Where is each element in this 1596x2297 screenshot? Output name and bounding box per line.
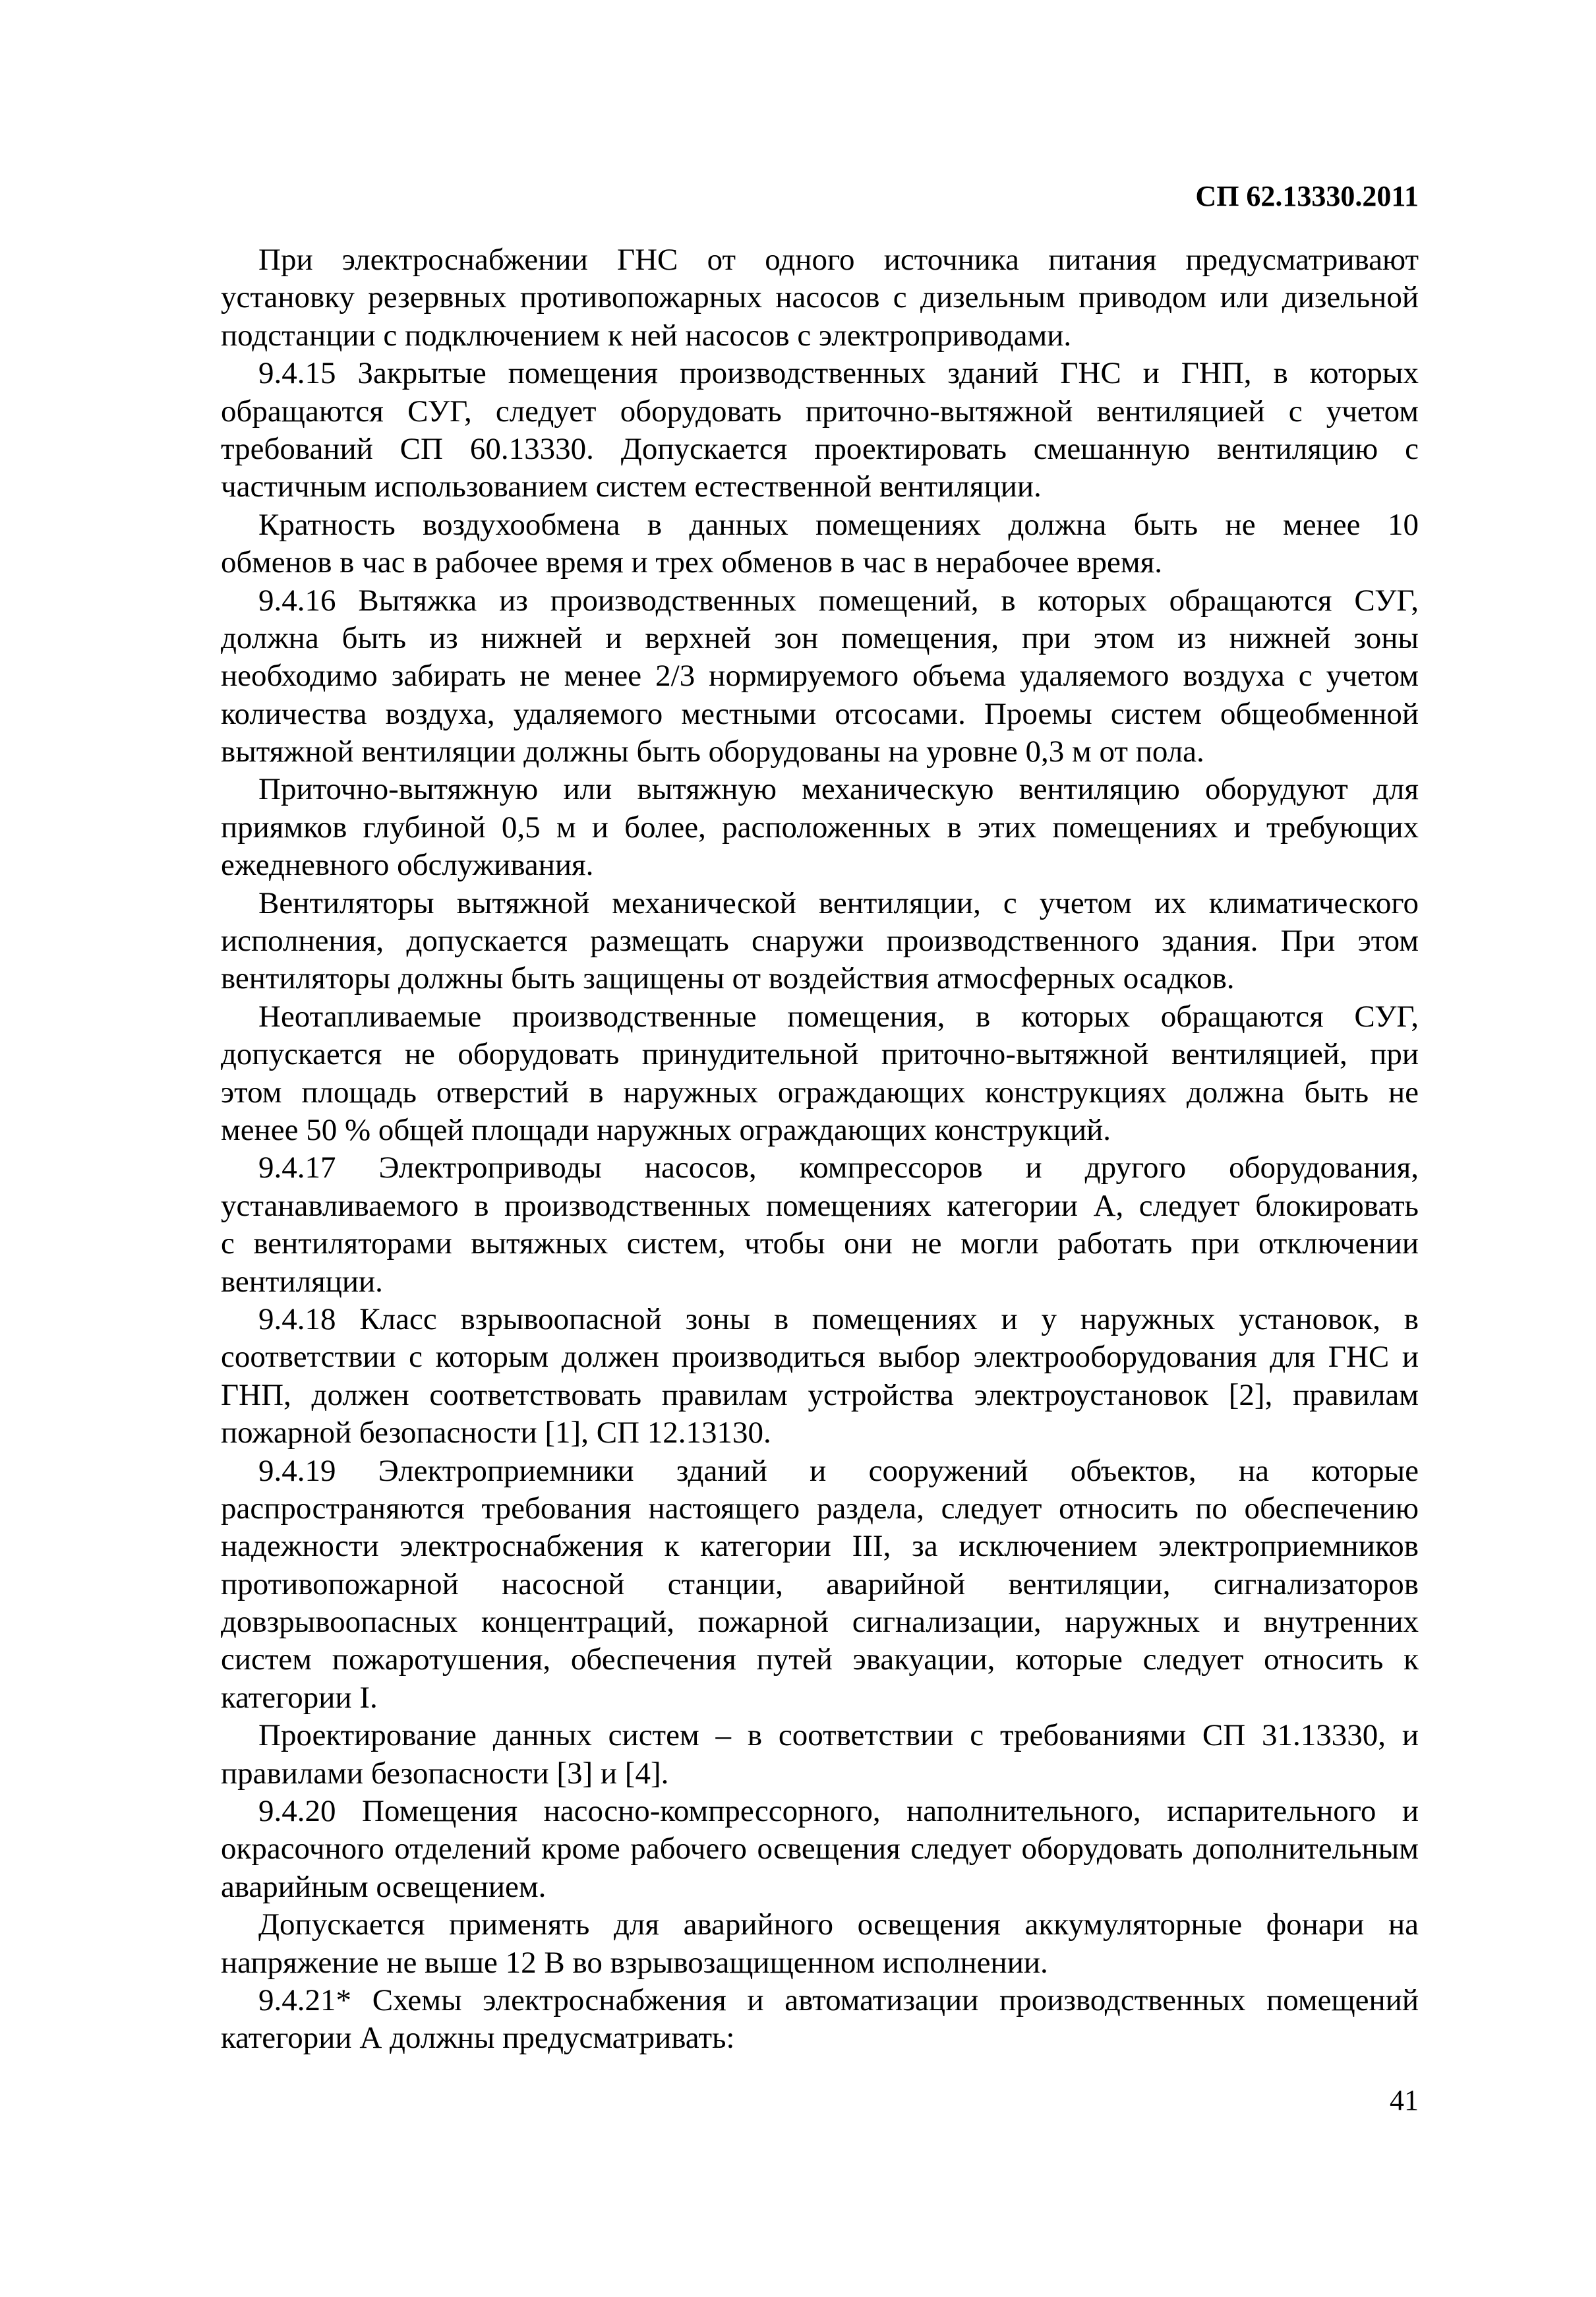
paragraph: [221, 771, 1419, 884]
text-line: обращаются СУГ, следует оборудовать приточно-вытяжной вентиляцией с учетом: [221, 394, 1419, 429]
document-body: [221, 241, 1419, 2058]
text-line: окрасочного отделений кроме рабочего освещения следует оборудовать дополнительным: [221, 1832, 1419, 1866]
text-line: 9.4.19 Электроприемники зданий и сооружений объектов, на которые: [258, 1453, 1419, 1488]
text-line: приямков глубиной 0,5 м и более, расположенных в этих помещениях и требующих: [221, 810, 1419, 845]
paragraph: [221, 506, 1419, 582]
text-line: категории I.: [221, 1680, 378, 1715]
text-line: допускается не оборудовать принудительной приточно-вытяжной вентиляцией, при: [221, 1037, 1419, 1072]
text-line: Кратность воздухообмена в данных помещениях должна быть не менее 10: [258, 507, 1419, 542]
text-line: обменов в час в рабочее время и трех обменов в час в нерабочее время.: [221, 545, 1162, 580]
text-line: правилами безопасности [3] и [4].: [221, 1756, 669, 1791]
text-line: категории А должны предусматривать:: [221, 2021, 735, 2056]
text-line: систем пожаротушения, обеспечения путей эвакуации, которые следует относить к: [221, 1642, 1419, 1677]
text-line: Неотапливаемые производственные помещения, в которых обращаются СУГ,: [258, 999, 1419, 1034]
text-line: напряжение не выше 12 В во взрывозащищенном исполнении.: [221, 1945, 1048, 1980]
paragraph: [221, 1906, 1419, 1982]
text-line: пожарной безопасности [1], СП 12.13130.: [221, 1416, 771, 1450]
text-line: При электроснабжении ГНС от одного источника питания предусматривают: [258, 243, 1419, 277]
text-line: вентиляторы должны быть защищены от воздействия атмосферных осадков.: [221, 961, 1235, 996]
text-line: вытяжной вентиляции должны быть оборудованы на уровне 0,3 м от пола.: [221, 734, 1204, 769]
text-line: необходимо забирать не менее 2/3 нормируемого объема удаляемого воздуха с учетом: [221, 659, 1419, 694]
text-line: 9.4.20 Помещения насосно-компрессорного, наполнительного, испарительного и: [258, 1794, 1419, 1829]
paragraph: [221, 582, 1419, 771]
text-line: соответствии с которым должен производиться выбор электрооборудования для ГНС и: [221, 1340, 1419, 1375]
text-line: надежности электроснабжения к категории III, за исключением электроприемников: [221, 1529, 1419, 1564]
paragraph: [221, 885, 1419, 998]
text-line: Проектирование данных систем – в соответствии с требованиями СП 31.13330, и: [258, 1718, 1419, 1753]
text-line: Допускается применять для аварийного освещения аккумуляторные фонари на: [258, 1907, 1419, 1942]
document-code-header: СП 62.13330.2011: [1195, 180, 1419, 212]
text-line: установку резервных противопожарных насосов с дизельным приводом или дизельной: [221, 280, 1419, 315]
text-line: Приточно-вытяжную или вытяжную механическую вентиляцию оборудуют для: [258, 772, 1419, 807]
text-line: аварийным освещением.: [221, 1869, 547, 1904]
text-line: ежедневного обслуживания.: [221, 848, 594, 883]
page-number: 41: [1390, 2084, 1419, 2116]
text-line: 9.4.15 Закрытые помещения производственных зданий ГНС и ГНП, в которых: [258, 356, 1419, 391]
paragraph: [221, 1301, 1419, 1452]
text-line: с вентиляторами вытяжных систем, чтобы они не могли работать при отключении: [221, 1226, 1419, 1261]
text-line: количества воздуха, удаляемого местными отсосами. Проемы систем общеобменной: [221, 696, 1419, 731]
text-line: вентиляции.: [221, 1264, 383, 1299]
text-line: 9.4.17 Электроприводы насосов, компрессоров и другого оборудования,: [258, 1150, 1419, 1185]
text-line: частичным использованием систем естественной вентиляции.: [221, 469, 1042, 504]
text-line: 9.4.21* Схемы электроснабжения и автоматизации производственных помещений: [258, 1983, 1419, 2017]
paragraph: [221, 1149, 1419, 1301]
text-line: исполнения, допускается размещать снаружи производственного здания. При этом: [221, 924, 1419, 959]
paragraph: [221, 998, 1419, 1150]
text-line: Вентиляторы вытяжной механической вентиляции, с учетом их климатического: [258, 885, 1419, 920]
paragraph: [221, 1452, 1419, 1717]
text-line: менее 50 % общей площади наружных ограждающих конструкций.: [221, 1112, 1111, 1147]
text-line: распространяются требования настоящего раздела, следует относить по обеспечению: [221, 1491, 1419, 1526]
text-line: требований СП 60.13330. Допускается проектировать смешанную вентиляцию с: [221, 431, 1419, 466]
paragraph: [221, 1717, 1419, 1793]
text-line: этом площадь отверстий в наружных ограждающих конструкциях должна быть не: [221, 1075, 1419, 1110]
paragraph: [221, 355, 1419, 506]
text-line: противопожарной насосной станции, аварийной вентиляции, сигнализаторов: [221, 1566, 1419, 1601]
paragraph: [221, 1982, 1419, 2058]
text-line: должна быть из нижней и верхней зон помещения, при этом из нижней зоны: [221, 620, 1419, 655]
paragraph: [221, 1793, 1419, 1906]
text-line: 9.4.18 Класс взрывоопасной зоны в помещениях и у наружных установок, в: [258, 1301, 1419, 1336]
text-line: 9.4.16 Вытяжка из производственных помещений, в которых обращаются СУГ,: [258, 583, 1419, 618]
text-line: довзрывоопасных концентраций, пожарной сигнализации, наружных и внутренних: [221, 1605, 1419, 1640]
text-line: устанавливаемого в производственных помещениях категории А, следует блокировать: [221, 1188, 1419, 1223]
text-line: подстанции с подключением к ней насосов с электроприводами.: [221, 318, 1072, 353]
paragraph: [221, 241, 1419, 355]
text-line: ГНП, должен соответствовать правилам устройства электроустановок [2], правилам: [221, 1377, 1419, 1412]
